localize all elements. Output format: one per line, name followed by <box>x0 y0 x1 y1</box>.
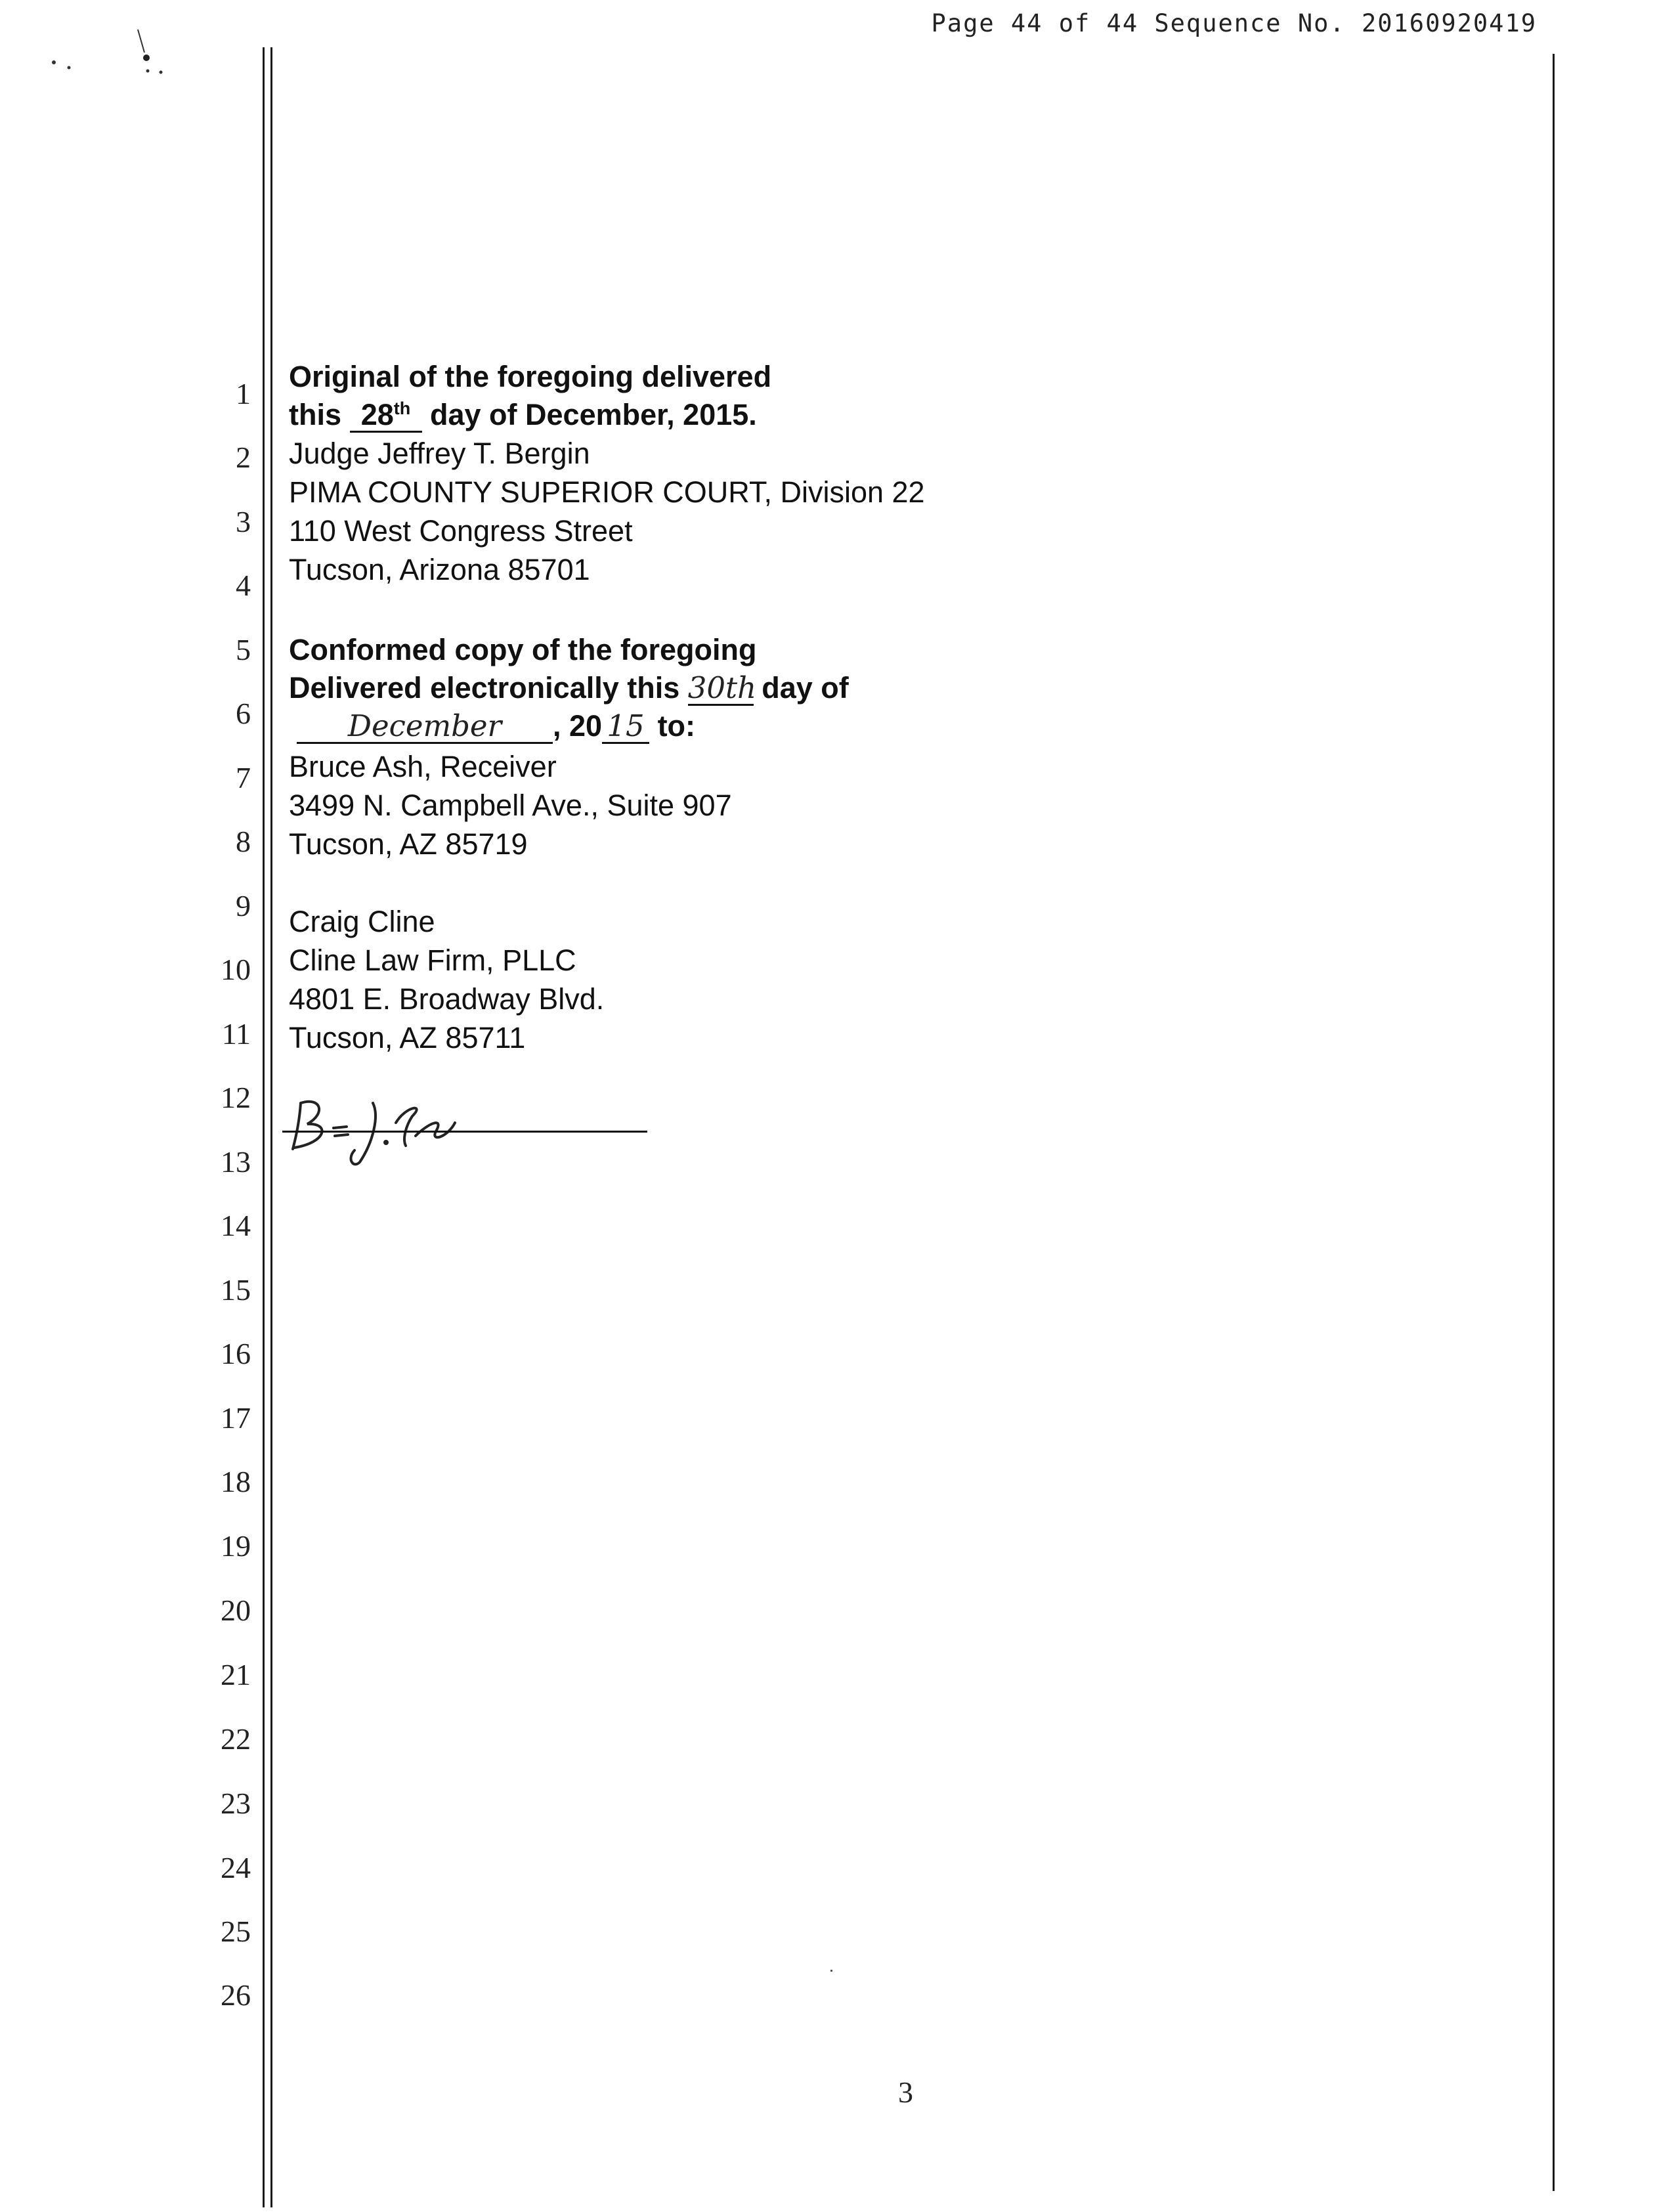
line-number: 3 <box>236 505 251 538</box>
page-number: 3 <box>898 2075 913 2109</box>
court-street: 110 West Congress Street <box>289 514 633 548</box>
conformed-date-suffix: day of <box>753 671 849 705</box>
line-number: 2 <box>236 441 251 474</box>
page-header: Page 44 of 44 Sequence No. 20160920419 <box>931 9 1537 37</box>
recipient-city: Tucson, AZ 85719 <box>289 827 528 861</box>
line-number: 5 <box>236 633 251 666</box>
line-number: 11 <box>221 1017 251 1051</box>
line-number: 17 <box>221 1401 251 1435</box>
right-margin-rule <box>1553 54 1555 2191</box>
line-number: 21 <box>221 1658 251 1691</box>
conformed-date-line <box>289 671 849 706</box>
conformed-date-prefix: Delivered electronically this <box>289 671 688 705</box>
recipient-address: 4801 E. Broadway Blvd. <box>289 982 605 1016</box>
conformed-year-handwritten: 15 <box>602 711 649 744</box>
conformed-month-line <box>289 709 695 744</box>
conformed-day-handwritten: 30th <box>687 670 757 705</box>
line-number: 19 <box>221 1529 251 1563</box>
line-number: 22 <box>221 1722 251 1756</box>
line-number: 15 <box>221 1273 251 1307</box>
left-margin-rule-outer <box>263 47 265 2207</box>
signature-line <box>282 1131 647 1133</box>
line-number: 23 <box>221 1787 251 1820</box>
judge-name: Judge Jeffrey T. Bergin <box>289 437 590 470</box>
line-number: 26 <box>221 1978 251 2012</box>
line-number: 24 <box>221 1851 251 1884</box>
line-number: 1 <box>236 377 251 410</box>
recipient-name: Craig Cline <box>289 905 435 938</box>
conformed-to: to: <box>649 709 696 743</box>
conformed-month-handwritten: December <box>297 711 553 744</box>
original-heading: Original of the foregoing delivered <box>289 360 772 393</box>
line-number: 10 <box>221 953 251 986</box>
line-number: 14 <box>221 1209 251 1242</box>
recipient-name: Bruce Ash, Receiver <box>289 750 557 783</box>
line-number: 20 <box>221 1594 251 1627</box>
line-number: 12 <box>221 1081 251 1114</box>
line-number: 6 <box>236 697 251 730</box>
conformed-year-prefix: , 20 <box>553 709 603 743</box>
recipient-firm: Cline Law Firm, PLLC <box>289 943 576 977</box>
line-number: 13 <box>221 1145 251 1179</box>
line-number: 25 <box>221 1915 251 1948</box>
recipient-address: 3499 N. Campbell Ave., Suite 907 <box>289 789 732 822</box>
scan-specks <box>39 26 190 85</box>
original-day-blank: 28th <box>350 400 422 433</box>
original-date-suffix: day of December, 2015. <box>421 398 757 431</box>
line-number: 9 <box>236 889 251 922</box>
line-number: 16 <box>221 1337 251 1370</box>
recipient-city: Tucson, AZ 85711 <box>289 1021 526 1054</box>
line-number: 8 <box>236 825 251 858</box>
line-number: 4 <box>236 569 251 602</box>
left-margin-rule-inner <box>270 47 272 2207</box>
court-city: Tucson, Arizona 85701 <box>289 553 590 586</box>
conformed-heading: Conformed copy of the foregoing <box>289 633 757 666</box>
original-date-prefix: this <box>289 398 350 431</box>
original-date-line <box>289 398 757 433</box>
line-number: 7 <box>236 761 251 794</box>
scan-speck <box>830 1970 832 1972</box>
line-number: 18 <box>221 1465 251 1498</box>
court-name: PIMA COUNTY SUPERIOR COURT, Division 22 <box>289 475 925 509</box>
handwritten-signature <box>281 1077 491 1169</box>
